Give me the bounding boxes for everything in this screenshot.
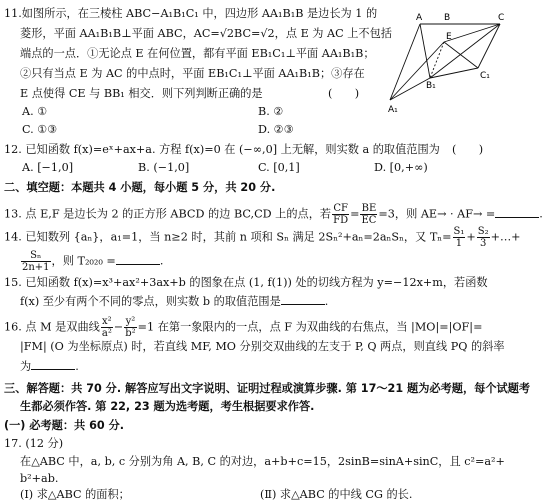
q13-frac-2-den: EC xyxy=(361,215,377,226)
q17-line-2: b²+ab. xyxy=(20,472,59,485)
q11-option-c: C. ①③ xyxy=(22,123,58,136)
q16-frac-2 xyxy=(124,316,136,339)
q16-end: . xyxy=(75,360,79,373)
q11-line-4: ②只有当点 E 为 AC 的中点时，平面 EB₁C₁⊥平面 AA₁B₁B；③存在 xyxy=(20,67,365,80)
fig-label-e: E xyxy=(446,32,452,42)
q16-pre: 16. 点 M 是双曲线 xyxy=(4,320,100,334)
q13-line xyxy=(4,203,543,226)
q14-tail: +…+ xyxy=(490,230,521,244)
q12-line-1: 12. 已知函数 f(x)=eˣ+ax+a. 方程 f(x)=0 在 (−∞,0] 上无解，则实数 a 的取值范围为 xyxy=(4,143,440,156)
q13-frac-1-num: CF xyxy=(333,203,348,214)
q14-frac-2-den: 3 xyxy=(479,238,487,249)
q11-option-a: A. ① xyxy=(22,105,48,118)
q14-frac-2 xyxy=(477,226,490,249)
prism-figure xyxy=(388,8,506,118)
q15-line-1: 15. 已知函数 f(x)=x³+ax²+3ax+b 的图象在点 (1, f(1)) 处的切线方程为 y=−12x+m，若函数 xyxy=(4,276,488,289)
q17-part-i: (Ⅰ) 求△ABC 的面积； xyxy=(20,488,130,501)
q15-answer-blank[interactable] xyxy=(281,293,325,305)
q16-frac-1-den: a² xyxy=(101,328,112,339)
q16-answer-blank[interactable] xyxy=(31,358,75,370)
q16-minus: − xyxy=(113,320,124,334)
q12-option-c: C. [0,1] xyxy=(258,161,300,174)
q14-line-1 xyxy=(4,226,521,249)
fig-label-a: A xyxy=(416,13,423,23)
q11-line-3: 端点的一点．①无论点 E 在何位置，都有平面 EB₁C₁⊥平面 AA₁B₁B； xyxy=(20,47,375,60)
q16-frac-2-den: b² xyxy=(125,328,136,339)
q11-option-b: B. ② xyxy=(258,105,284,118)
q11-line-2: 菱形，平面 AA₁B₁B⊥平面 ABC，AC=√2BC=√2，点 E 为 AC 上不包括 xyxy=(20,27,392,40)
q14-end: . xyxy=(159,254,164,268)
q14-frac-1-num: S₁ xyxy=(453,226,465,237)
q16-frac-1 xyxy=(101,316,113,339)
q16-frac-2-num: y² xyxy=(125,316,136,327)
q14-frac-3-den: 2n+1 xyxy=(22,262,50,273)
q12-option-a: A. [−1,0] xyxy=(22,161,74,174)
q11-answer-paren: ( ) xyxy=(328,87,360,100)
q12-answer-paren: ( ) xyxy=(452,143,484,156)
q13-frac-2 xyxy=(360,203,377,226)
q13-mid: = xyxy=(350,207,360,221)
q12-option-b: B. (−1,0] xyxy=(138,161,190,174)
q16-frac-1-num: x² xyxy=(102,316,112,327)
q13-frac-2-num: BE xyxy=(361,203,377,214)
q12-option-d: D. [0,+∞) xyxy=(374,161,428,174)
fig-label-a1: A₁ xyxy=(388,105,398,115)
q14-plus: + xyxy=(466,230,476,244)
q17-line-1: 在△ABC 中，a, b, c 分别为角 A, B, C 的对边，a+b+c=15，2sinB=sinA+sinC，且 c²=a²+ xyxy=(20,455,505,468)
section-3-heading-2: 生都必须作答. 第 22, 23 题为选考题，考生根据要求作答. xyxy=(20,400,315,413)
q14-frac-2-num: S₂ xyxy=(477,226,489,237)
q14-frac-3 xyxy=(21,250,51,273)
q16-l3: 为 xyxy=(20,360,32,373)
q14-frac-3-num: Sₙ xyxy=(21,250,51,262)
q13-frac-1-den: FD xyxy=(333,215,349,226)
q14-pre: 14. 已知数列 {aₙ}，a₁=1，当 n≥2 时，其前 n 项和 Sₙ 满足 2Sₙ²+aₙ=2aₙSₙ，又 Tₙ= xyxy=(4,230,452,244)
q15-l2: f(x) 至少有两个不同的零点，则实数 b 的取值范围是 xyxy=(20,295,281,308)
section-3-subheading: (一) 必考题：共 60 分. xyxy=(4,419,125,432)
q14-frac-1 xyxy=(453,226,466,249)
section-3-heading-1: 三、解答题：共 70 分. 解答应写出文字说明、证明过程或演算步骤. 第 17～21 题为必考题，每个试题考 xyxy=(4,382,531,395)
q13-pre: 13. 点 E,F 是边长为 2 的正方形 ABCD 的边 BC,CD 上的点，若 xyxy=(4,207,332,221)
q14-line-2 xyxy=(20,250,163,273)
q14-frac-1-den: 1 xyxy=(455,238,463,249)
fig-label-c1: C₁ xyxy=(480,71,490,81)
q14-answer-blank[interactable] xyxy=(116,253,160,265)
q16-line-3 xyxy=(20,358,79,374)
q13-frac-1 xyxy=(332,203,349,226)
q11-line-1: 11.如图所示，在三棱柱 ABC−A₁B₁C₁ 中，四边形 AA₁B₁B 是边长为 1 的 xyxy=(4,7,378,20)
fig-label-b1: B₁ xyxy=(426,81,436,91)
q11-line-5: E 点使得 CE 与 BB₁ 相交．则下列判断正确的是 xyxy=(20,87,263,100)
q16-post: =1 在第一象限内的一点，点 F 为双曲线的右焦点，当 |MO|=|OF|= xyxy=(137,320,483,334)
section-2-heading: 二、填空题：本题共 4 小题，每小题 5 分，共 20 分. xyxy=(4,181,276,194)
q13-end: . xyxy=(539,207,543,221)
q13-post: =3，则 AE→ · AF→ = xyxy=(378,207,496,221)
q16-line-1 xyxy=(4,316,482,339)
fig-label-c: C xyxy=(498,13,505,23)
q13-answer-blank[interactable] xyxy=(495,206,539,218)
q11-option-d: D. ②③ xyxy=(258,123,294,136)
q17-number: 17. (12 分) xyxy=(4,437,64,450)
q17-part-ii: (Ⅱ) 求△ABC 的中线 CG 的长. xyxy=(260,488,413,501)
q15-line-2 xyxy=(20,293,328,309)
fig-label-b: B xyxy=(444,13,451,23)
q14-l2: ，则 T₂₀₂₀ = xyxy=(51,254,116,268)
q16-line-2: |FM| (O 为坐标原点) 时，若直线 MF, MO 分别交双曲线的左支于 P, Q 两点，则直线 PQ 的斜率 xyxy=(20,340,505,353)
q15-end: . xyxy=(324,295,329,308)
